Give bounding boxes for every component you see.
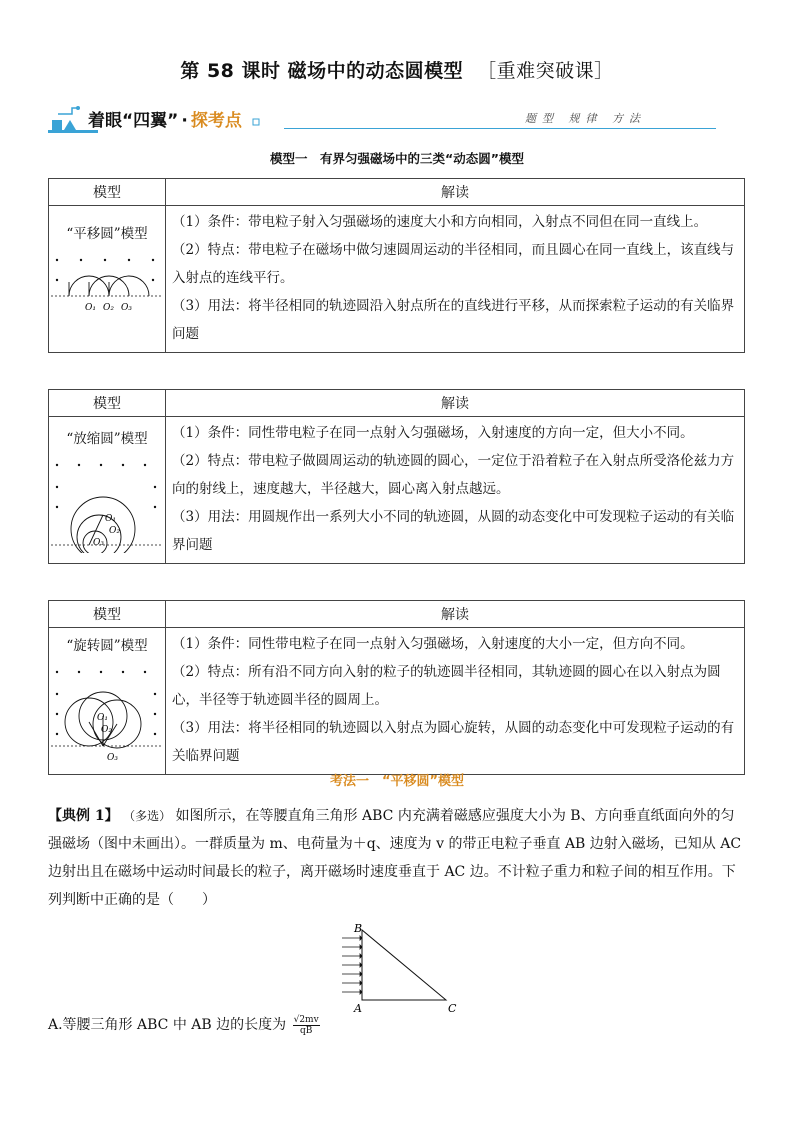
model-line: （2）特点：带电粒子在磁场中做匀速圆周运动的半径相同，而且圆心在同一直线上，该直线与入射点的连线平行。 xyxy=(172,242,735,286)
model-name: “平移圆”模型 xyxy=(66,226,148,242)
page-subtitle: ［重难突破课］ xyxy=(477,60,614,82)
scaling-circle-figure xyxy=(51,457,163,553)
model-table-1 xyxy=(48,178,745,353)
figure-label-o1: O₁ xyxy=(85,303,96,313)
model-name: “放缩圆”模型 xyxy=(66,431,148,447)
model-line: （1）条件：同性带电粒子在同一点射入匀强磁场，入射速度的方向一定，但大小不同。 xyxy=(172,425,694,441)
table-header-interpretation: 解读 xyxy=(166,390,745,417)
figure-label-o3: O₃ xyxy=(107,753,118,763)
table-header-interpretation: 解读 xyxy=(166,601,745,628)
method-caption: 考法一 “平移圆”模型 xyxy=(329,774,465,789)
model-table-3 xyxy=(48,600,745,775)
example-block xyxy=(48,802,748,914)
figure-label-o3: O₃ xyxy=(93,538,104,548)
model-line: （3）用法：用圆规作出一系列大小不同的轨迹圆，从圆的动态变化中可发现粒子运动的有关临界问题 xyxy=(172,509,735,553)
model-line: （1）条件：带电粒子射入匀强磁场的速度大小和方向相同，入射点不同但在同一直线上。 xyxy=(172,214,708,230)
section-banner xyxy=(48,104,716,134)
translation-circle-figure xyxy=(51,248,163,328)
example-text: 如图所示，在等腰直角三角形 ABC 内充满着磁感应强度大小为 B、方向垂直纸面向外的匀强磁场（图中未画出）。一群质量为 m、电荷量为＋q、速度为 v 的带正电粒子垂直 AB 边射入磁场，已知从 AC 边射出且在磁场中运动时间最长的粒子，离开磁场时速度垂直于 AC 边。不计粒子重力和粒子间的相互作用。下列判断中正确的是（ ） xyxy=(48,808,742,908)
section-title: 模型一 有界匀强磁场中的三类“动态圆”模型 xyxy=(270,151,524,166)
model-line: （2）特点：带电粒子做圆周运动的轨迹圆的圆心，一定位于沿着粒子在入射点所受洛伦兹力方向的射线上，速度越大，半径越大，圆心离入射点越远。 xyxy=(172,453,735,497)
option-a-denominator: qB xyxy=(299,1025,313,1036)
figure-label-o2: O₂ xyxy=(101,725,112,735)
model-name: “旋转圆”模型 xyxy=(66,638,148,654)
banner-heading-part2: 探考点 xyxy=(190,111,242,131)
banner-square-icon xyxy=(252,118,260,126)
banner-tags: 题型 规律 方法 xyxy=(525,112,646,125)
figure-label-o1: O₁ xyxy=(105,514,116,524)
figure-label-o2: O₂ xyxy=(103,303,114,313)
rotating-circle-figure xyxy=(51,664,163,764)
figure-label-o3: O₃ xyxy=(121,303,132,313)
option-a-numerator: √2mv xyxy=(293,1014,319,1025)
model-table-2 xyxy=(48,389,745,564)
figure-label-o2: O₂ xyxy=(109,526,120,536)
table-header-model: 模型 xyxy=(49,390,166,417)
banner-heading-dot: · xyxy=(181,111,188,131)
model-line: （2）特点：所有沿不同方向入射的粒子的轨迹圆半径相同，其轨迹圆的圆心在以入射点为圆心，半径等于轨迹圆半径的圆周上。 xyxy=(172,664,721,708)
model-line: （1）条件：同性带电粒子在同一点射入匀强磁场，入射速度的大小一定，但方向不同。 xyxy=(172,636,694,652)
option-a[interactable] xyxy=(48,1014,320,1036)
option-a-text: A.等腰三角形 ABC 中 AB 边的长度为 xyxy=(48,1017,287,1033)
banner-heading-part1: 着眼“四翼” xyxy=(88,111,179,131)
vertex-label-b: B xyxy=(354,922,363,935)
example-tag: 【典例 1】 xyxy=(48,808,119,824)
vertex-label-c: C xyxy=(448,1002,457,1015)
page-title-main: 第 58 课时 磁场中的动态圆模型 xyxy=(180,60,464,82)
model-line: （3）用法：将半径相同的轨迹圆以入射点为圆心旋转，从圆的动态变化中可发现粒子运动的有关临界问题 xyxy=(172,720,735,764)
table-header-model: 模型 xyxy=(49,601,166,628)
triangle-figure xyxy=(340,920,470,1016)
table-header-interpretation: 解读 xyxy=(166,179,745,206)
banner-heading xyxy=(88,106,260,131)
table-header-model: 模型 xyxy=(49,179,166,206)
example-multi: （多选） xyxy=(123,809,172,823)
page-title xyxy=(0,56,794,83)
vertex-label-a: A xyxy=(354,1002,362,1015)
figure-label-o1: O₁ xyxy=(97,713,108,723)
model-line: （3）用法：将半径相同的轨迹圆沿入射点所在的直线进行平移，从而探索粒子运动的有关临界问题 xyxy=(172,298,735,342)
option-a-fraction xyxy=(293,1015,320,1036)
